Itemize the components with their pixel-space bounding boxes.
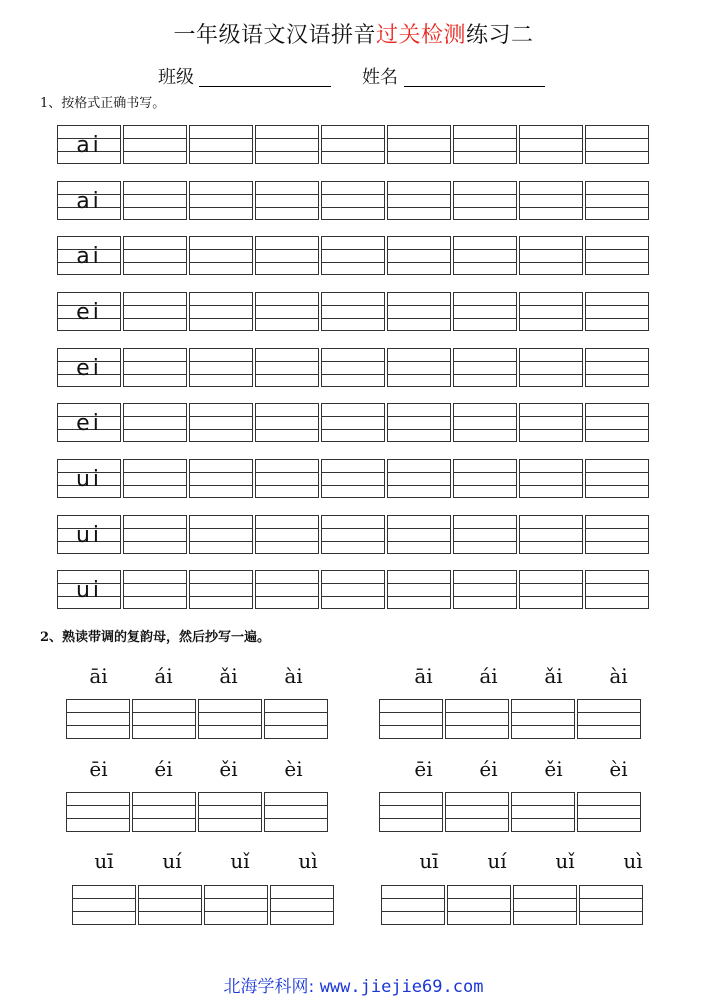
sample-cell — [57, 125, 121, 164]
copy-cell[interactable] — [579, 885, 643, 925]
copy-cell[interactable] — [445, 792, 509, 832]
copy-cell[interactable] — [447, 885, 511, 925]
tone-pinyin: āi — [414, 664, 433, 688]
copy-grid — [381, 885, 643, 925]
writing-cell[interactable] — [453, 292, 517, 331]
tone-list — [391, 664, 651, 688]
section1-heading: 1、按格式正确书写。 — [40, 96, 166, 111]
writing-cell[interactable] — [321, 570, 385, 609]
writing-cell[interactable] — [519, 515, 583, 554]
writing-cell[interactable] — [519, 570, 583, 609]
writing-cell[interactable] — [189, 348, 253, 387]
sample-cell — [57, 570, 121, 609]
tone-pinyin: ěi — [544, 757, 563, 781]
writing-cell[interactable] — [189, 125, 253, 164]
writing-cell[interactable] — [519, 125, 583, 164]
sample-pinyin: ei — [76, 356, 102, 381]
writing-cell[interactable] — [387, 570, 451, 609]
footer-label: 北海学科网: — [223, 977, 315, 997]
sample-pinyin: ai — [76, 189, 102, 214]
writing-cell[interactable] — [189, 292, 253, 331]
writing-cell[interactable] — [519, 292, 583, 331]
footer-url[interactable]: www.jiejie69.com — [319, 977, 484, 997]
tone-list — [70, 849, 342, 873]
copy-grid — [66, 792, 328, 832]
sample-pinyin: ai — [76, 133, 102, 158]
writing-cell[interactable] — [321, 125, 385, 164]
name-label: 姓名 — [362, 67, 398, 88]
tone-pinyin: uǐ — [230, 849, 250, 873]
writing-cell[interactable] — [255, 125, 319, 164]
writing-cell[interactable] — [519, 236, 583, 275]
writing-row — [57, 348, 649, 387]
copy-cell[interactable] — [445, 699, 509, 739]
writing-cell[interactable] — [123, 570, 187, 609]
writing-cell[interactable] — [321, 459, 385, 498]
writing-cell[interactable] — [387, 515, 451, 554]
tone-list — [66, 664, 326, 688]
copy-cell[interactable] — [577, 792, 641, 832]
writing-cell[interactable] — [453, 236, 517, 275]
copy-grid — [379, 699, 641, 739]
writing-cell[interactable] — [255, 236, 319, 275]
tone-pinyin: ēi — [414, 757, 433, 781]
sample-cell — [57, 459, 121, 498]
writing-cell[interactable] — [585, 292, 649, 331]
writing-cell[interactable] — [255, 348, 319, 387]
tone-pinyin: éi — [154, 757, 173, 781]
tone-pinyin: ài — [609, 664, 628, 688]
copy-cell[interactable] — [379, 699, 443, 739]
writing-cell[interactable] — [255, 570, 319, 609]
tone-pinyin: uí — [487, 849, 507, 873]
copy-cell[interactable] — [513, 885, 577, 925]
copy-cell[interactable] — [264, 792, 328, 832]
writing-cell[interactable] — [189, 236, 253, 275]
writing-cell[interactable] — [453, 181, 517, 220]
writing-cell[interactable] — [585, 403, 649, 442]
writing-cell[interactable] — [453, 125, 517, 164]
copy-grid — [379, 792, 641, 832]
sample-cell — [57, 403, 121, 442]
copy-cell[interactable] — [270, 885, 334, 925]
class-blank[interactable] — [199, 86, 331, 87]
writing-cell[interactable] — [189, 459, 253, 498]
copy-cell[interactable] — [198, 699, 262, 739]
writing-cell[interactable] — [585, 459, 649, 498]
tone-pinyin: èi — [609, 757, 628, 781]
writing-row — [57, 570, 649, 609]
writing-cell[interactable] — [585, 181, 649, 220]
writing-cell[interactable] — [321, 236, 385, 275]
tone-list — [391, 757, 651, 781]
writing-cell[interactable] — [453, 403, 517, 442]
tone-list — [395, 849, 667, 873]
tone-pinyin: uì — [298, 849, 318, 873]
writing-cell[interactable] — [255, 403, 319, 442]
section2-heading: 2、熟读带调的复韵母，然后抄写一遍。 — [40, 630, 271, 645]
writing-cell[interactable] — [453, 459, 517, 498]
writing-cell[interactable] — [453, 348, 517, 387]
copy-cell[interactable] — [381, 885, 445, 925]
tone-pinyin: uī — [94, 849, 114, 873]
sample-cell — [57, 292, 121, 331]
sample-pinyin: ui — [75, 467, 103, 492]
writing-cell[interactable] — [387, 403, 451, 442]
tone-pinyin: ěi — [219, 757, 238, 781]
writing-cell[interactable] — [123, 181, 187, 220]
writing-cell[interactable] — [453, 570, 517, 609]
copy-cell[interactable] — [379, 792, 443, 832]
copy-cell[interactable] — [66, 699, 130, 739]
writing-cell[interactable] — [519, 348, 583, 387]
writing-cell[interactable] — [321, 348, 385, 387]
writing-cell[interactable] — [387, 125, 451, 164]
writing-cell[interactable] — [255, 181, 319, 220]
writing-cell[interactable] — [255, 292, 319, 331]
writing-cell[interactable] — [387, 181, 451, 220]
writing-cell[interactable] — [585, 348, 649, 387]
tone-pinyin: uí — [162, 849, 182, 873]
writing-cell[interactable] — [321, 292, 385, 331]
tone-pinyin: ǎi — [219, 664, 238, 688]
writing-cell[interactable] — [387, 348, 451, 387]
writing-cell[interactable] — [189, 403, 253, 442]
tone-pinyin: ái — [154, 664, 173, 688]
title-highlight: 过关检测 — [375, 23, 466, 48]
writing-cell[interactable] — [255, 459, 319, 498]
writing-cell[interactable] — [387, 236, 451, 275]
tone-pinyin: ǎi — [544, 664, 563, 688]
tone-pinyin: uī — [419, 849, 439, 873]
writing-row — [57, 403, 649, 442]
copy-cell[interactable] — [577, 699, 641, 739]
tone-pinyin: āi — [89, 664, 108, 688]
tone-pinyin: ài — [284, 664, 303, 688]
title-suffix: 练习二 — [466, 23, 534, 48]
writing-cell[interactable] — [255, 515, 319, 554]
writing-row — [57, 459, 649, 498]
sample-cell — [57, 181, 121, 220]
writing-cell[interactable] — [123, 515, 187, 554]
copy-cell[interactable] — [511, 699, 575, 739]
copy-cell[interactable] — [132, 792, 196, 832]
tone-pinyin: uì — [623, 849, 643, 873]
writing-cell[interactable] — [387, 459, 451, 498]
page-title — [0, 18, 707, 49]
writing-cell[interactable] — [189, 181, 253, 220]
sample-cell — [57, 515, 121, 554]
writing-cell[interactable] — [321, 403, 385, 442]
copy-cell[interactable] — [204, 885, 268, 925]
sample-pinyin: ei — [76, 411, 102, 436]
writing-cell[interactable] — [585, 236, 649, 275]
tone-pinyin: uǐ — [555, 849, 575, 873]
writing-cell[interactable] — [123, 236, 187, 275]
class-label: 班级 — [158, 67, 194, 88]
writing-cell[interactable] — [123, 459, 187, 498]
writing-cell[interactable] — [123, 125, 187, 164]
writing-row — [57, 125, 649, 164]
writing-cell[interactable] — [453, 515, 517, 554]
tone-pinyin: éi — [479, 757, 498, 781]
writing-cell[interactable] — [387, 292, 451, 331]
copy-cell[interactable] — [132, 699, 196, 739]
writing-cell[interactable] — [123, 403, 187, 442]
writing-cell[interactable] — [519, 459, 583, 498]
title-prefix: 一年级语文汉语拼音 — [173, 23, 376, 48]
writing-cell[interactable] — [519, 181, 583, 220]
copy-grid — [72, 885, 334, 925]
copy-cell[interactable] — [72, 885, 136, 925]
writing-cell[interactable] — [585, 570, 649, 609]
copy-cell[interactable] — [198, 792, 262, 832]
sample-pinyin: ei — [76, 300, 102, 325]
sample-pinyin: ui — [75, 523, 103, 548]
writing-row — [57, 292, 649, 331]
writing-row — [57, 515, 649, 554]
sample-cell — [57, 348, 121, 387]
tone-list — [66, 757, 326, 781]
writing-cell[interactable] — [123, 292, 187, 331]
writing-row — [57, 236, 649, 275]
writing-cell[interactable] — [585, 125, 649, 164]
sample-pinyin: ai — [76, 244, 102, 269]
writing-cell[interactable] — [189, 570, 253, 609]
writing-cell[interactable] — [519, 403, 583, 442]
writing-cell[interactable] — [321, 515, 385, 554]
copy-cell[interactable] — [138, 885, 202, 925]
writing-cell[interactable] — [321, 181, 385, 220]
copy-grid — [66, 699, 328, 739]
sample-cell — [57, 236, 121, 275]
writing-cell[interactable] — [585, 515, 649, 554]
copy-cell[interactable] — [264, 699, 328, 739]
tone-pinyin: ái — [479, 664, 498, 688]
footer — [0, 972, 707, 997]
name-blank[interactable] — [404, 86, 545, 87]
sample-pinyin: ui — [75, 578, 103, 603]
writing-cell[interactable] — [123, 348, 187, 387]
tone-pinyin: ēi — [89, 757, 108, 781]
writing-cell[interactable] — [189, 515, 253, 554]
copy-cell[interactable] — [66, 792, 130, 832]
copy-cell[interactable] — [511, 792, 575, 832]
tone-pinyin: èi — [284, 757, 303, 781]
writing-row — [57, 181, 649, 220]
